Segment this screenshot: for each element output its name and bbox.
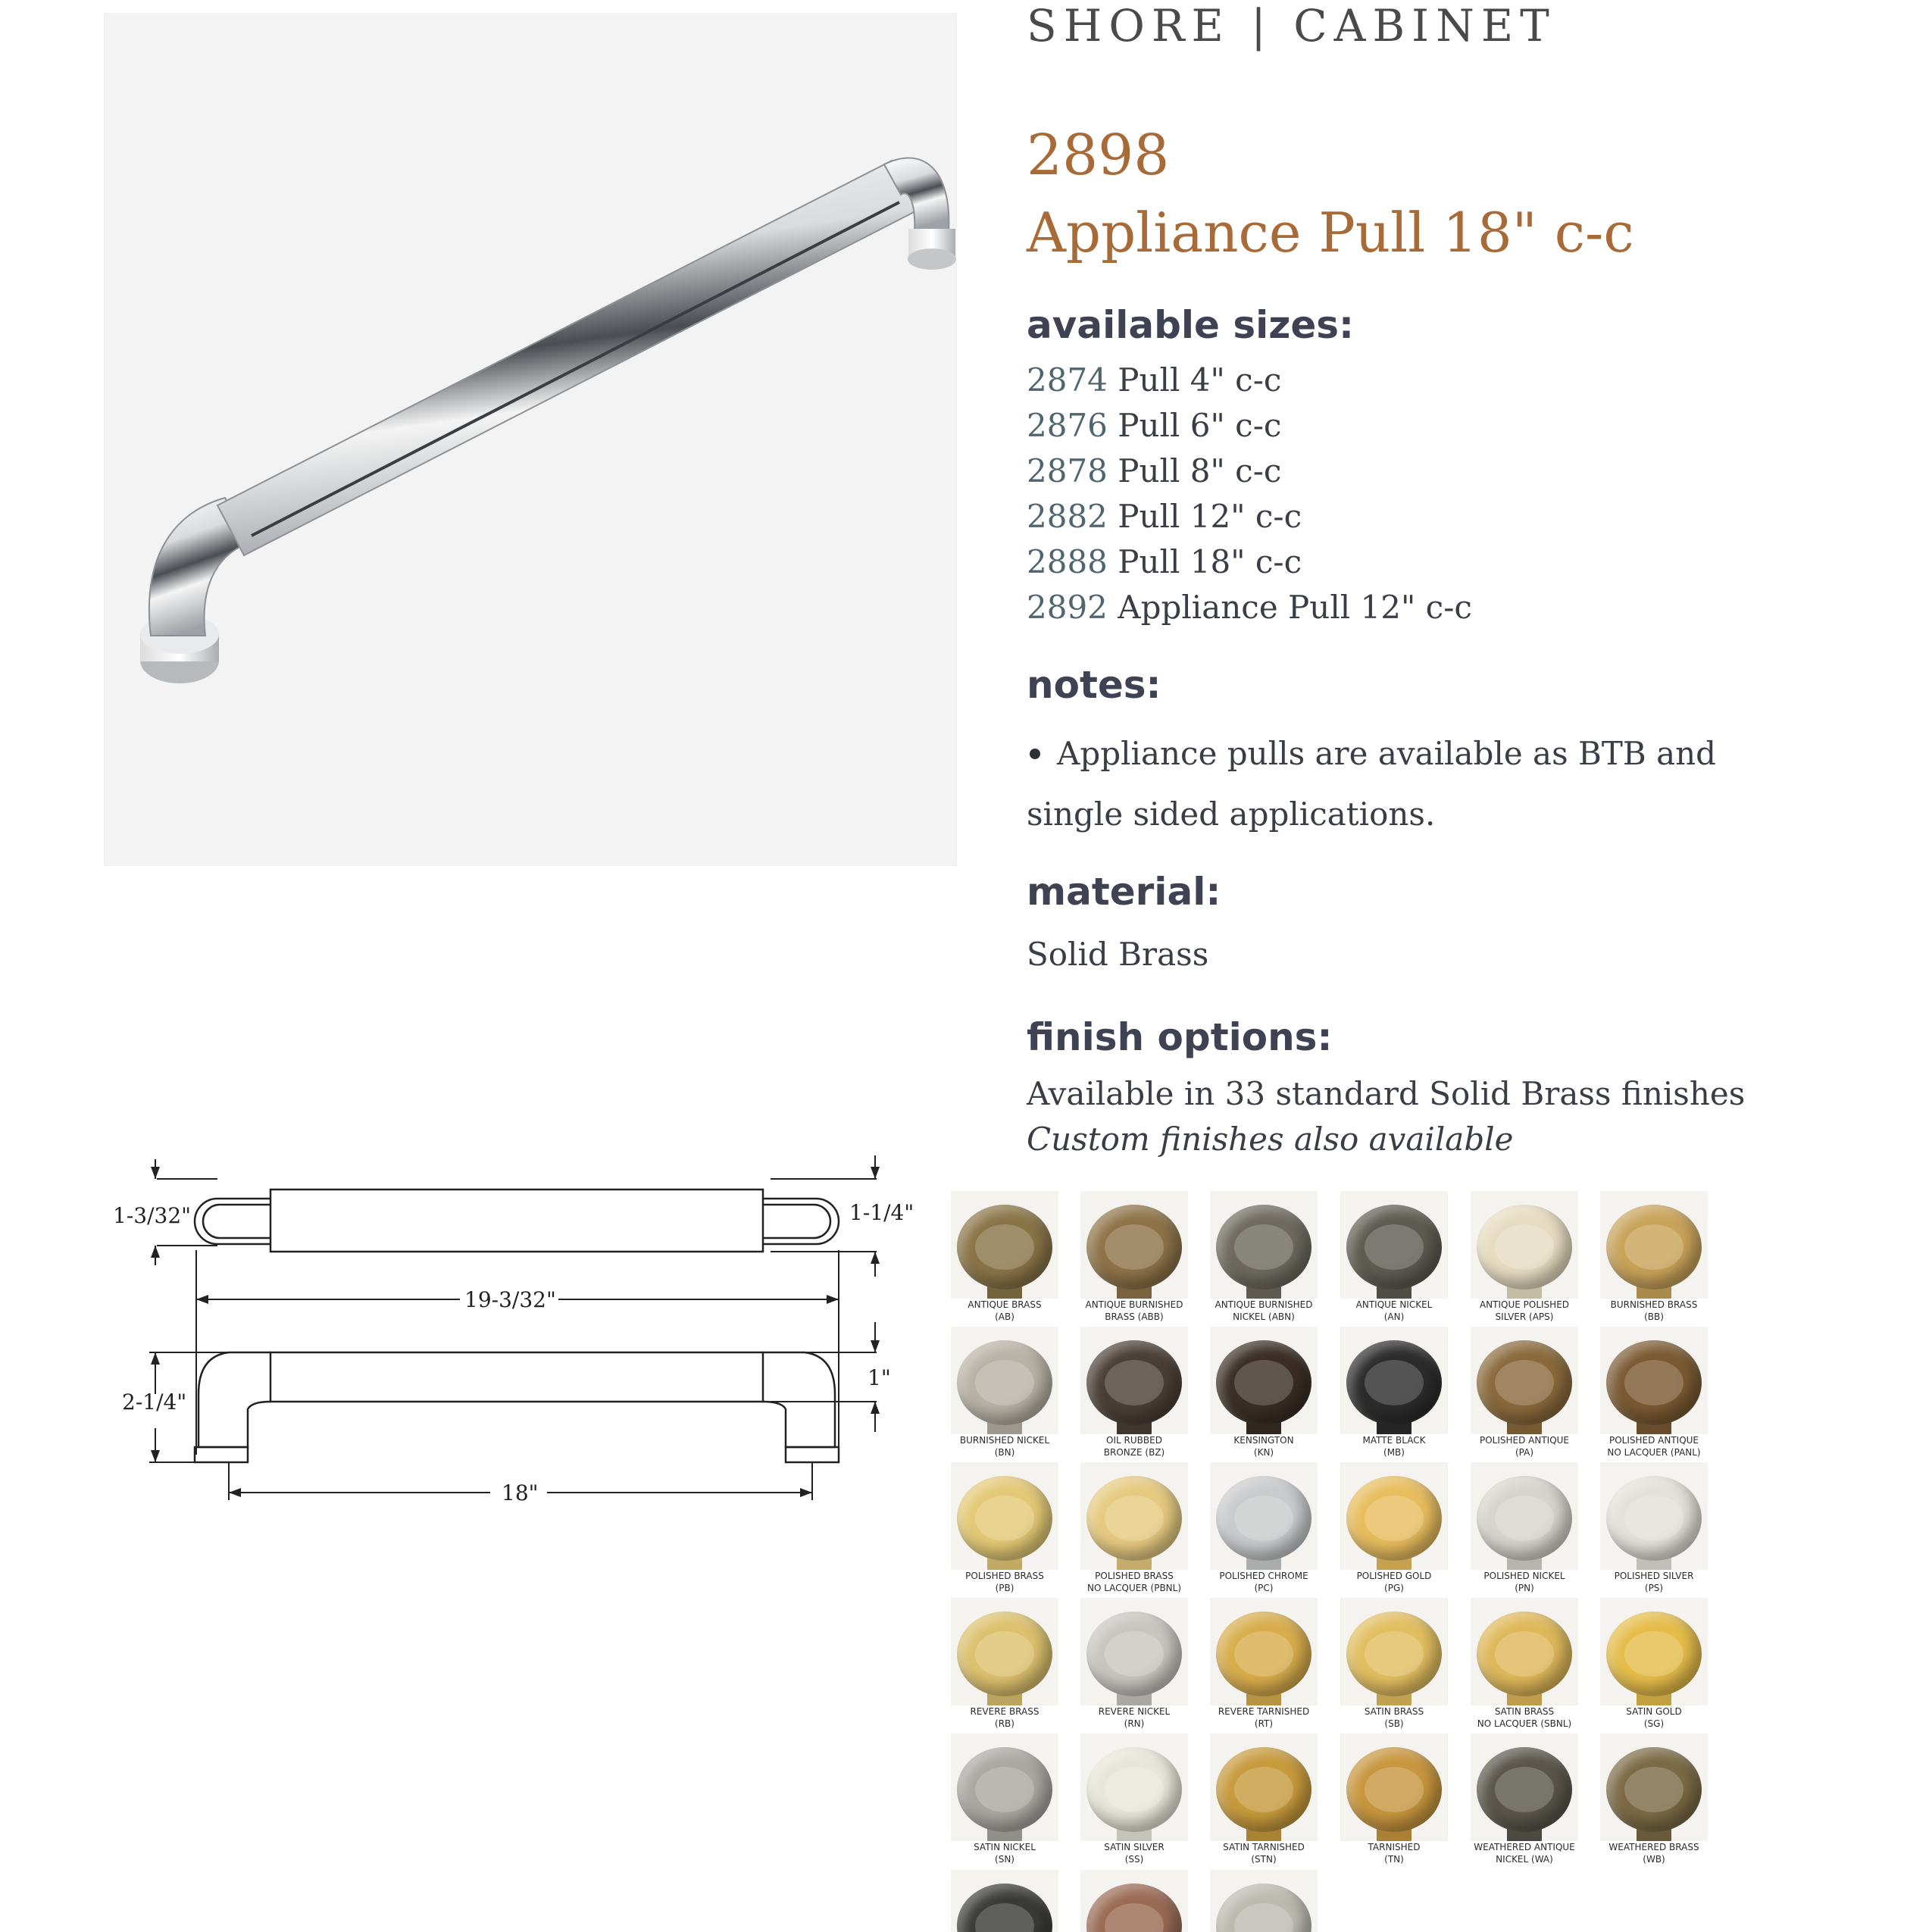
finish-swatch[interactable] — [1210, 1462, 1318, 1597]
bullet-icon — [1030, 749, 1040, 759]
finish-name: SATIN NICKEL — [974, 1842, 1036, 1852]
dim-top-left-label: 1-3/32" — [113, 1203, 192, 1228]
size-item[interactable] — [1027, 585, 1472, 630]
finish-swatch[interactable] — [1340, 1733, 1448, 1868]
notes-list — [1027, 724, 1822, 845]
size-item[interactable] — [1027, 358, 1472, 403]
finish-swatch[interactable] — [1471, 1327, 1578, 1462]
finish-knob-image — [1080, 1870, 1188, 1932]
finish-code: (RN) — [1124, 1718, 1145, 1729]
top-view-bar — [270, 1190, 763, 1252]
finish-swatch[interactable] — [1080, 1191, 1188, 1326]
sizes-list — [1027, 358, 1472, 630]
finish-label — [1199, 1841, 1328, 1865]
finish-label — [1330, 1299, 1458, 1323]
finish-name: SATIN BRASS — [1364, 1706, 1424, 1717]
size-code[interactable]: 2874 — [1027, 361, 1108, 399]
finish-code: (SN) — [995, 1854, 1014, 1865]
finish-name: POLISHED ANTIQUE — [1479, 1435, 1570, 1446]
finish-swatch[interactable] — [1471, 1733, 1578, 1868]
finish-swatch[interactable] — [951, 1191, 1058, 1326]
finish-code: NICKEL (WA) — [1496, 1854, 1553, 1865]
finish-name: ANTIQUE BURNISHED — [1215, 1299, 1313, 1310]
finish-options-text: Available in 33 standard Solid Brass finishes — [1027, 1075, 1746, 1112]
finish-label — [1070, 1841, 1199, 1865]
finish-swatch[interactable] — [1080, 1733, 1188, 1868]
material-value: Solid Brass — [1027, 936, 1209, 973]
finish-swatch-grid — [951, 1191, 1724, 1932]
finish-name: POLISHED SILVER — [1614, 1571, 1694, 1581]
size-code[interactable]: 2878 — [1027, 452, 1108, 489]
finish-name: WEATHERED BRASS — [1608, 1842, 1699, 1852]
finish-label — [1590, 1434, 1718, 1458]
finish-swatch[interactable] — [1210, 1327, 1318, 1462]
finish-name: POLISHED GOLD — [1356, 1571, 1432, 1581]
finish-code: (MB) — [1383, 1447, 1405, 1458]
size-label: Appliance Pull 12" c-c — [1118, 589, 1472, 626]
finish-code: NO LACQUER (PANL) — [1607, 1447, 1701, 1458]
finish-name: BURNISHED BRASS — [1610, 1299, 1698, 1310]
finish-name: POLISHED NICKEL — [1483, 1571, 1565, 1581]
brand-name: SHORE | CABINET — [1027, 0, 1556, 52]
finish-name: BURNISHED NICKEL — [959, 1435, 1050, 1446]
finish-code: (BB) — [1644, 1311, 1664, 1322]
finish-code: (STN) — [1251, 1854, 1277, 1865]
finish-code: (PB) — [995, 1583, 1014, 1593]
finish-name: SATIN GOLD — [1626, 1706, 1682, 1717]
finish-knob-image — [1340, 1598, 1448, 1705]
finish-label — [1070, 1434, 1199, 1458]
finish-knob-image — [1210, 1598, 1318, 1705]
finish-knob-image — [1600, 1327, 1708, 1434]
finish-swatch[interactable] — [1471, 1598, 1578, 1733]
finish-label — [1199, 1570, 1328, 1594]
product-number: 2898 — [1027, 123, 1170, 188]
product-title: Appliance Pull 18" c-c — [1027, 201, 1634, 264]
finish-swatch[interactable] — [1340, 1598, 1448, 1733]
finish-code: (AN) — [1383, 1311, 1405, 1322]
finish-name: TARNISHED — [1368, 1842, 1421, 1852]
finish-knob-image — [1210, 1191, 1318, 1299]
finish-knob-image — [1471, 1462, 1578, 1570]
finish-label — [1330, 1434, 1458, 1458]
finish-code: SILVER (APS) — [1495, 1311, 1554, 1322]
size-code[interactable]: 2892 — [1027, 589, 1108, 626]
finish-name: WEATHERED ANTIQUE — [1474, 1842, 1575, 1852]
finish-code: (WB) — [1643, 1854, 1665, 1865]
size-label: Pull 12" c-c — [1118, 498, 1302, 535]
finish-name: REVERE TARNISHED — [1218, 1706, 1310, 1717]
finish-knob-image — [1340, 1327, 1448, 1434]
dim-projection-label: 2-1/4" — [122, 1390, 187, 1415]
finish-label — [1070, 1705, 1199, 1730]
finish-code: (RT) — [1254, 1718, 1274, 1729]
finish-name: POLISHED BRASS — [1095, 1571, 1174, 1581]
finish-swatch[interactable] — [1600, 1733, 1708, 1868]
finish-knob-image — [1210, 1327, 1318, 1434]
finish-label — [1460, 1705, 1589, 1730]
finish-name: ANTIQUE POLISHED — [1479, 1299, 1570, 1310]
finish-code: NICKEL (ABN) — [1233, 1311, 1295, 1322]
finish-label — [951, 1299, 1069, 1323]
finish-knob-image — [1080, 1191, 1188, 1299]
finish-code: NO LACQUER (PBNL) — [1086, 1583, 1182, 1593]
finish-label — [1199, 1299, 1328, 1323]
dim-overall-label: 19-3/32" — [464, 1287, 556, 1312]
finish-swatch[interactable] — [951, 1598, 1058, 1733]
finish-swatch[interactable] — [1340, 1462, 1448, 1597]
finish-code: BRONZE (BZ) — [1103, 1447, 1165, 1458]
finish-swatch[interactable] — [1471, 1191, 1578, 1326]
finish-code: (PS) — [1644, 1583, 1664, 1593]
product-photo — [104, 13, 957, 866]
finish-code: (PA) — [1515, 1447, 1534, 1458]
finish-swatch[interactable] — [951, 1462, 1058, 1597]
size-label: Pull 4" c-c — [1118, 361, 1282, 399]
finish-swatch[interactable] — [1600, 1191, 1708, 1326]
finish-name: ANTIQUE BURNISHED — [1085, 1299, 1183, 1310]
finish-knob-image — [1080, 1598, 1188, 1705]
finish-name: REVERE NICKEL — [1098, 1706, 1171, 1717]
finish-swatch[interactable] — [1080, 1870, 1188, 1932]
finish-label — [1070, 1299, 1199, 1323]
finish-knob-image — [951, 1462, 1058, 1570]
finish-code: (KN) — [1253, 1447, 1274, 1458]
finish-label — [1460, 1299, 1589, 1323]
finish-name: POLISHED CHROME — [1219, 1571, 1308, 1581]
finish-knob-image — [1471, 1327, 1578, 1434]
finish-knob-image — [1210, 1733, 1318, 1841]
finish-knob-image — [1600, 1733, 1708, 1841]
finish-knob-image — [951, 1598, 1058, 1705]
finish-code: (SG) — [1643, 1718, 1665, 1729]
finish-swatch[interactable] — [1210, 1598, 1318, 1733]
dim-bar-label: 1" — [868, 1365, 891, 1390]
sizes-heading: available sizes: — [1027, 303, 1355, 347]
size-code[interactable]: 2876 — [1027, 407, 1108, 444]
finish-name: REVERE BRASS — [970, 1706, 1039, 1717]
finish-label — [1199, 1705, 1328, 1730]
finish-swatch[interactable] — [1340, 1327, 1448, 1462]
finish-label — [1070, 1570, 1199, 1594]
finish-knob-image — [951, 1191, 1058, 1299]
dim-cc-label: 18" — [502, 1480, 539, 1505]
finish-knob-image — [1210, 1462, 1318, 1570]
finish-knob-image — [1340, 1733, 1448, 1841]
finish-knob-image — [1080, 1462, 1188, 1570]
finish-code: (PN) — [1515, 1583, 1534, 1593]
finish-code: (PG) — [1384, 1583, 1404, 1593]
dimension-drawing — [104, 1144, 937, 1523]
finish-swatch[interactable] — [951, 1870, 1058, 1932]
finish-label — [1330, 1841, 1458, 1865]
finish-label — [1590, 1570, 1718, 1594]
finish-swatch[interactable] — [951, 1327, 1058, 1462]
size-code[interactable]: 2882 — [1027, 498, 1108, 535]
finish-label — [1199, 1434, 1328, 1458]
size-item[interactable] — [1027, 539, 1472, 585]
notes-heading: notes: — [1027, 663, 1161, 707]
dim-top-right-label: 1-1/4" — [849, 1200, 914, 1225]
finish-code: BRASS (ABB) — [1105, 1311, 1164, 1322]
finish-knob-image — [1080, 1733, 1188, 1841]
size-item[interactable] — [1027, 449, 1472, 494]
finish-name: ANTIQUE NICKEL — [1355, 1299, 1433, 1310]
finish-name: SATIN SILVER — [1104, 1842, 1165, 1852]
finish-options-heading: finish options: — [1027, 1015, 1333, 1059]
finish-label — [1590, 1705, 1718, 1730]
appliance-pull-image — [104, 13, 957, 866]
finish-code: (PC) — [1254, 1583, 1274, 1593]
finish-name: OIL RUBBED — [1106, 1435, 1162, 1446]
finish-knob-image — [1471, 1191, 1578, 1299]
finish-knob-image — [1600, 1598, 1708, 1705]
finish-name: SATIN BRASS — [1494, 1706, 1555, 1717]
finish-knob-image — [1600, 1462, 1708, 1570]
finish-label — [1330, 1570, 1458, 1594]
size-label: Pull 18" c-c — [1118, 543, 1302, 580]
finish-code: (TN) — [1384, 1854, 1404, 1865]
finish-knob-image — [1471, 1733, 1578, 1841]
finish-name: MATTE BLACK — [1362, 1435, 1426, 1446]
finish-swatch[interactable] — [1080, 1598, 1188, 1733]
size-item[interactable] — [1027, 403, 1472, 449]
finish-knob-image — [1471, 1598, 1578, 1705]
finish-swatch[interactable] — [1340, 1191, 1448, 1326]
finish-label — [951, 1434, 1069, 1458]
finish-knob-image — [951, 1733, 1058, 1841]
finish-swatch[interactable] — [1600, 1462, 1708, 1597]
size-label: Pull 6" c-c — [1118, 407, 1282, 444]
finish-swatch[interactable] — [1600, 1598, 1708, 1733]
finish-knob-image — [1340, 1191, 1448, 1299]
finish-name: KENSINGTON — [1233, 1435, 1294, 1446]
custom-finishes-text: Custom finishes also available — [1027, 1121, 1514, 1158]
finish-name: ANTIQUE BRASS — [968, 1299, 1042, 1310]
finish-knob-image — [951, 1870, 1058, 1932]
finish-label — [1330, 1705, 1458, 1730]
finish-name: POLISHED BRASS — [965, 1571, 1044, 1581]
finish-label — [951, 1570, 1069, 1594]
finish-swatch[interactable] — [951, 1733, 1058, 1868]
finish-label — [951, 1841, 1069, 1865]
finish-swatch[interactable] — [1080, 1462, 1188, 1597]
finish-swatch[interactable] — [1210, 1870, 1318, 1932]
finish-swatch[interactable] — [1600, 1327, 1708, 1462]
finish-swatch[interactable] — [1210, 1191, 1318, 1326]
size-code[interactable]: 2888 — [1027, 543, 1108, 580]
material-heading: material: — [1027, 870, 1221, 914]
finish-label — [1590, 1299, 1718, 1323]
finish-label — [1460, 1841, 1589, 1865]
note-item — [1027, 724, 1822, 845]
finish-code: NO LACQUER (SBNL) — [1477, 1718, 1572, 1729]
finish-knob-image — [1600, 1191, 1708, 1299]
finish-code: (AB) — [995, 1311, 1014, 1322]
finish-swatch[interactable] — [1080, 1327, 1188, 1462]
finish-code: (RB) — [995, 1718, 1014, 1729]
finish-label — [951, 1705, 1069, 1730]
finish-knob-image — [1210, 1870, 1318, 1932]
note-text: Appliance pulls are available as BTB and single sided applications. — [1027, 735, 1717, 833]
size-label: Pull 8" c-c — [1118, 452, 1282, 489]
finish-swatch[interactable] — [1471, 1462, 1578, 1597]
size-item[interactable] — [1027, 494, 1472, 539]
finish-code: (BN) — [994, 1447, 1015, 1458]
finish-knob-image — [1080, 1327, 1188, 1434]
finish-code: (SS) — [1124, 1854, 1144, 1865]
finish-name: SATIN TARNISHED — [1223, 1842, 1305, 1852]
finish-knob-image — [951, 1327, 1058, 1434]
finish-knob-image — [1340, 1462, 1448, 1570]
finish-label — [1590, 1841, 1718, 1865]
finish-code: (SB) — [1384, 1718, 1404, 1729]
finish-label — [1460, 1434, 1589, 1458]
finish-swatch[interactable] — [1210, 1733, 1318, 1868]
finish-name: POLISHED ANTIQUE — [1608, 1435, 1699, 1446]
finish-label — [1460, 1570, 1589, 1594]
